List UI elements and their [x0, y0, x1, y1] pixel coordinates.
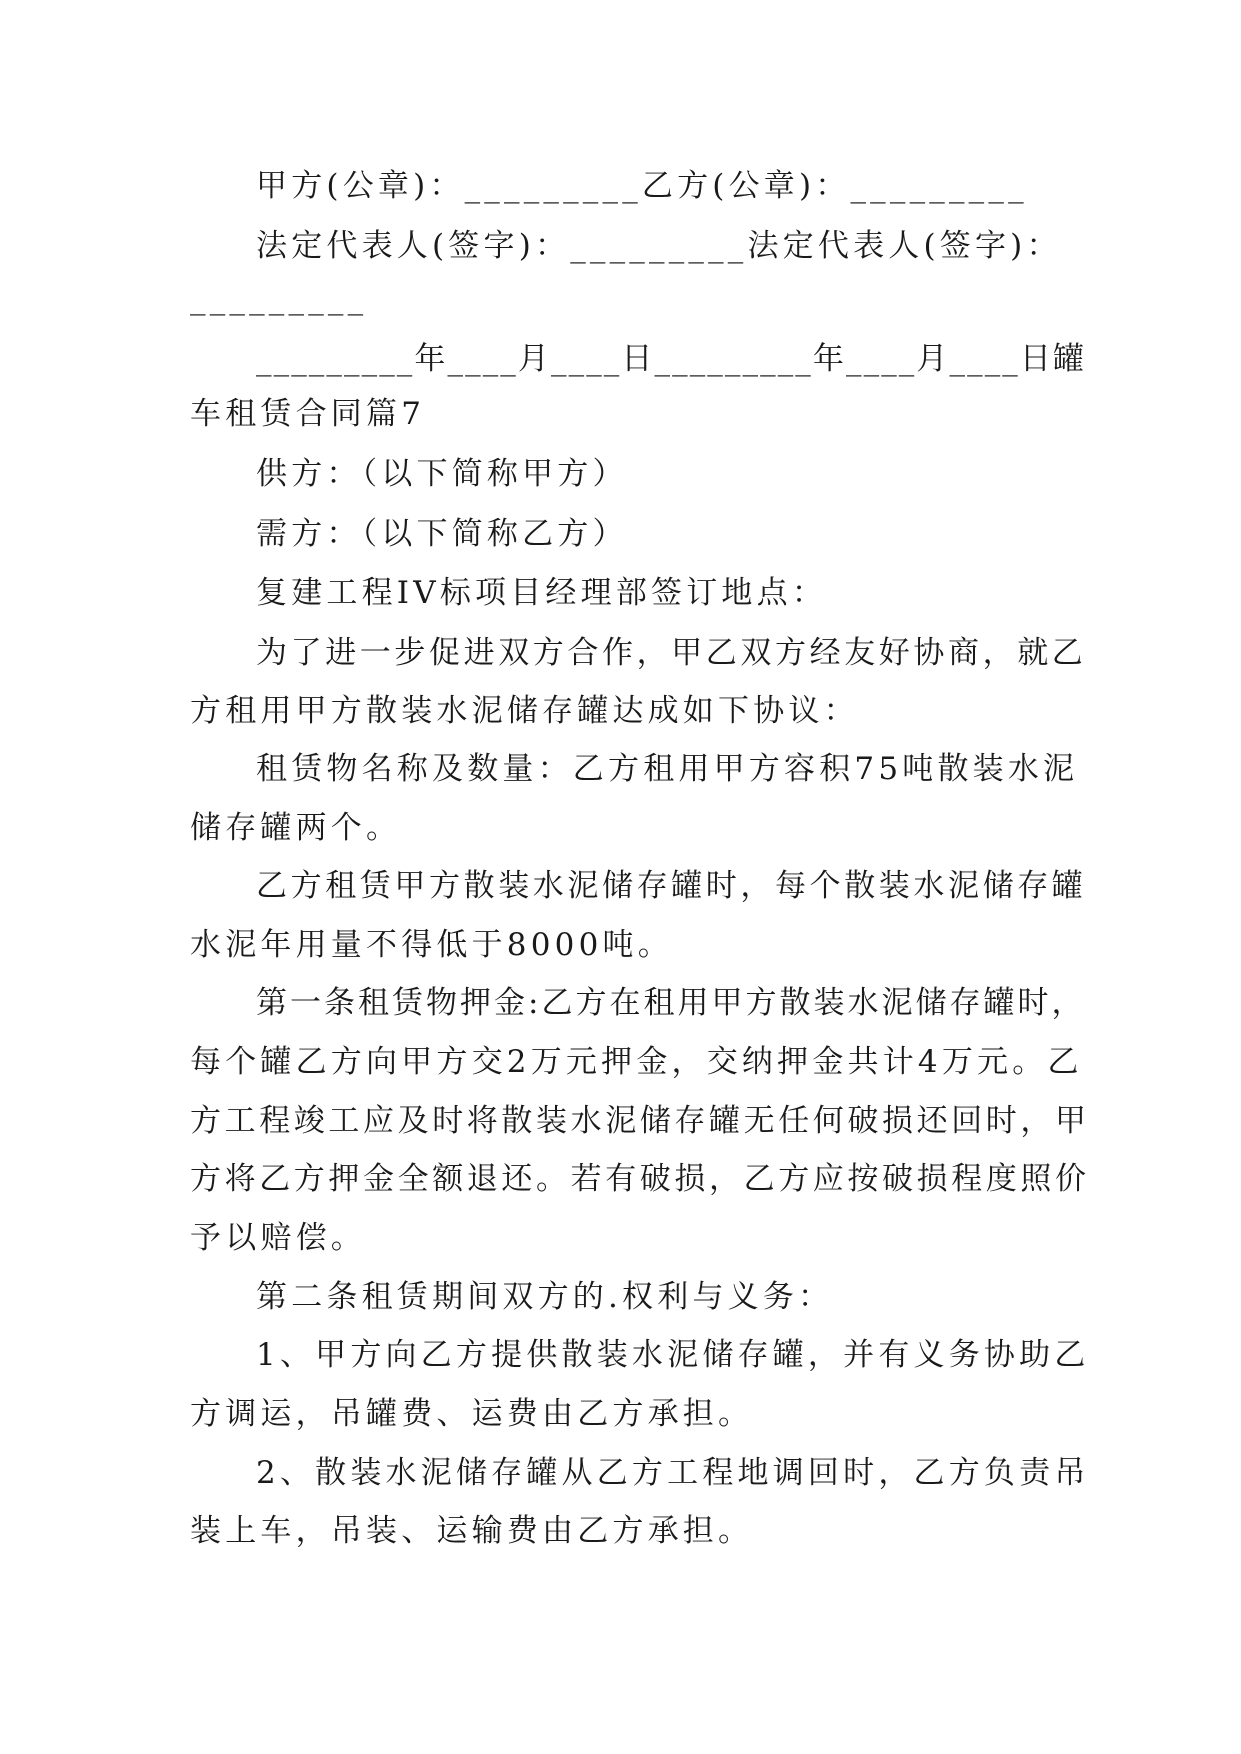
paragraph-line: 2、散装水泥储存罐从乙方工程地调回时，乙方负责吊	[256, 1455, 1090, 1491]
paragraph-line: 第二条租赁期间双方的.权利与义务：	[256, 1279, 834, 1315]
signature-line-party-seal: 甲方(公章)：_________乙方(公章)：_________	[256, 168, 1028, 204]
signature-blank-continued: _________	[190, 280, 368, 316]
paragraph-line: 予以赔偿。	[190, 1220, 366, 1256]
demander-line: 需方：（以下简称乙方）	[256, 516, 628, 552]
paragraph-line: 1、甲方向乙方提供散装水泥储存罐，并有义务协助乙	[256, 1337, 1090, 1373]
paragraph-line: 储存罐两个。	[190, 810, 402, 846]
paragraph-line: 方将乙方押金全额退还。若有破损，乙方应按破损程度照价	[190, 1161, 1090, 1197]
paragraph-line: 装上车，吊装、运输费由乙方承担。	[190, 1513, 754, 1549]
paragraph-line: 方租用甲方散装水泥储存罐达成如下协议：	[190, 693, 859, 729]
paragraph-line: 为了进一步促进双方合作，甲乙双方经友好协商，就乙	[256, 635, 1087, 671]
date-line: _________年____月____日_________年____月____日罐	[256, 341, 1087, 377]
paragraph-line: 每个罐乙方向甲方交2万元押金，交纳押金共计4万元。乙	[190, 1044, 1083, 1080]
signature-line-representative: 法定代表人(签字)：_________法定代表人(签字)：	[256, 228, 1062, 264]
supplier-line: 供方：（以下简称甲方）	[256, 456, 628, 492]
paragraph-line: 方工程竣工应及时将散装水泥储存罐无任何破损还回时，甲	[190, 1103, 1090, 1139]
paragraph-line: 方调运，吊罐费、运费由乙方承担。	[190, 1396, 754, 1432]
section-title: 车租赁合同篇7	[190, 396, 426, 432]
paragraph-line: 水泥年用量不得低于8000吨。	[190, 927, 673, 963]
paragraph-line: 租赁物名称及数量：乙方租用甲方容积75吨散装水泥	[256, 751, 1079, 787]
signing-location-line: 复建工程IV标项目经理部签订地点：	[256, 575, 828, 611]
paragraph-line: 乙方租赁甲方散装水泥储存罐时，每个散装水泥储存罐	[256, 868, 1087, 904]
paragraph-line: 第一条租赁物押金:乙方在租用甲方散装水泥储存罐时，	[256, 985, 1086, 1021]
